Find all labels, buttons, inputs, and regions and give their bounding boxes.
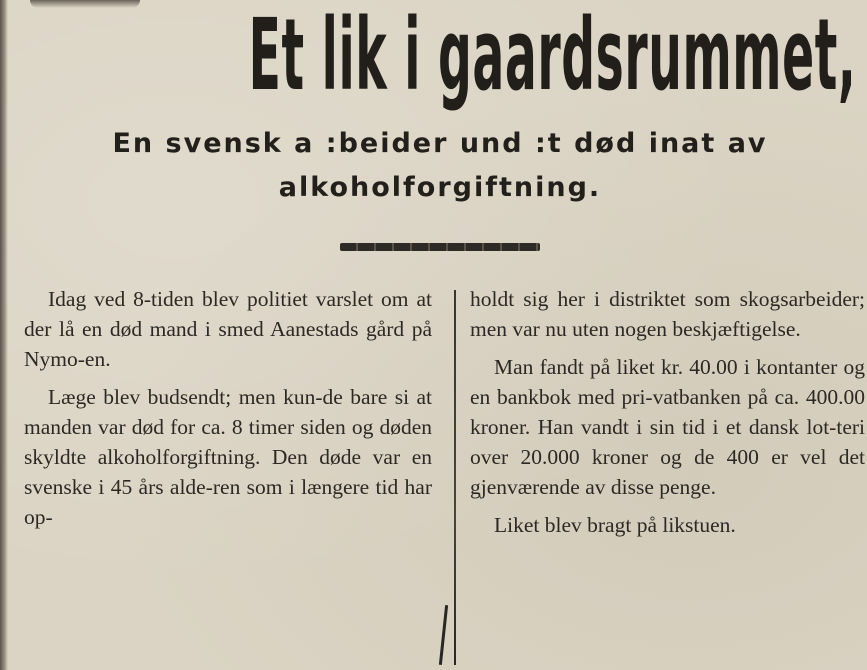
right-column [470, 284, 865, 548]
headline [0, 0, 867, 115]
subheadline: En svensk a :beider und :t død inat av alkoholforgiftning. [112, 128, 768, 203]
left-paragraph-2: Læge blev budsendt; men kun-de bare si at manden var død for ca. 8 timer siden og døden skyldte alkoholforgiftning. Den døde var en svenske i 45 års alde-ren som i længere tid har op- [24, 385, 432, 529]
column-rule-end-stroke [439, 605, 448, 665]
right-paragraph-3: Liket blev bragt på likstuen. [494, 513, 736, 537]
left-paragraph-1: Idag ved 8-tiden blev politiet varslet om at der lå en død mand i smed Aanestads gård på Nymo-en. [24, 287, 432, 371]
column-rule [454, 290, 456, 665]
left-column [24, 284, 432, 540]
ornamental-divider [340, 243, 540, 251]
right-paragraph-1: holdt sig her i distriktet som skogsarbeider; men var nu uten nogen beskjæftigelse. [470, 287, 865, 341]
right-paragraph-2: Man fandt på liket kr. 40.00 i kontanter og en bankbok med pri-vatbanken på ca. 400.00 kroner. Han vandt i sin tid i et dansk lot-teri over 20.000 kroner og de 400 er vel det gjenværende av disse penge. [470, 355, 865, 499]
headline-text: Et lik i gaardsrummet, [248, 0, 857, 113]
